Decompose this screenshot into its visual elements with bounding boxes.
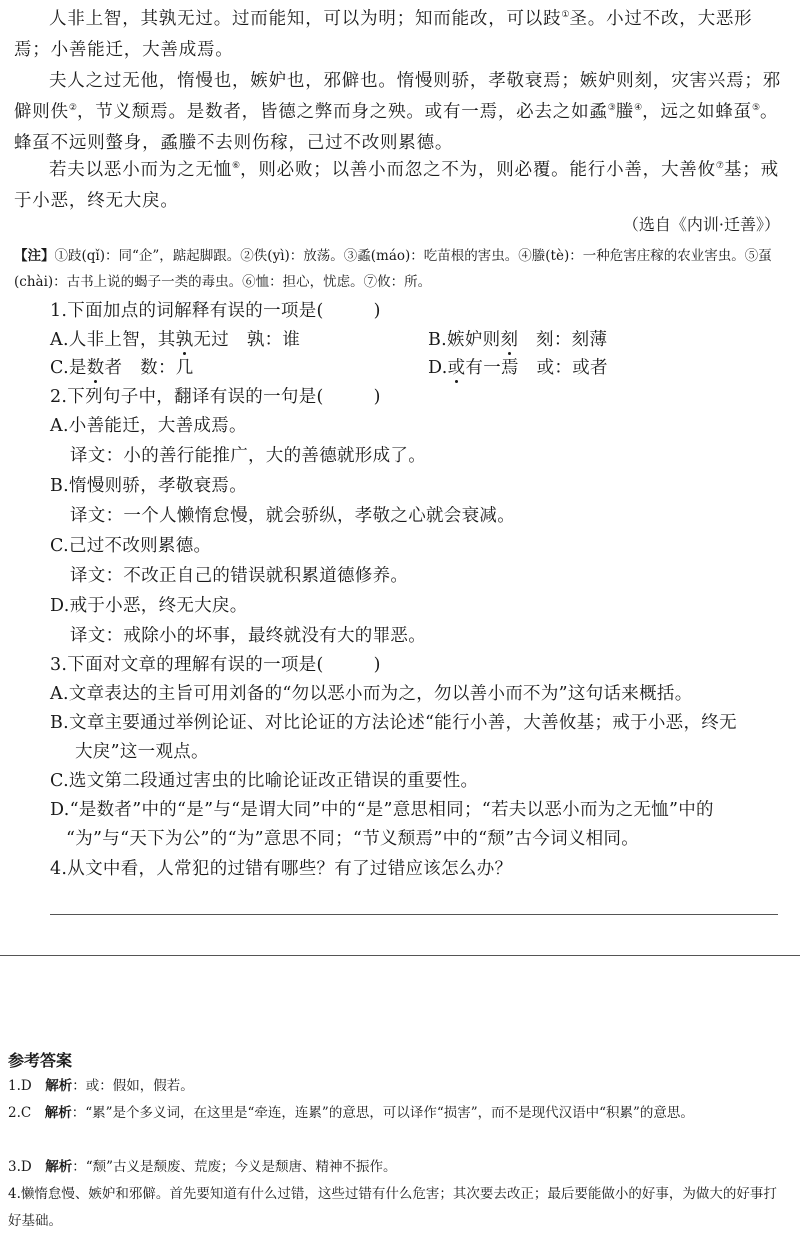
notes-label: 【注】	[14, 248, 55, 264]
passage-paragraph-2: 夫人之过无他，惰慢也，嫉妒也，邪僻也。惰慢则骄，孝敬衰焉；嫉妒则刻，灾害兴焉；邪僻则佚②，节义颓焉。是数者，皆德之弊而身之殃。或有一焉，必去之如蟊③螣④，远之如蜂虿⑤。蜂虿不远则螫身，蟊螣不去则伤稼，己过不改则累德。	[14, 71, 781, 153]
question-2-option-b[interactable]: B.惰慢则骄，孝敬衰焉。	[50, 476, 248, 496]
question-3-option-a[interactable]: A.文章表达的主旨可用刘备的“勿以恶小而为之，勿以善小而不为”这句话来概括。	[50, 684, 693, 704]
footnote-marker-2: ②	[68, 103, 77, 114]
analysis-label: 解析	[45, 1159, 73, 1175]
question-2-translation-d: 译文：戒除小的坏事，最终就没有大的罪恶。	[70, 626, 426, 646]
question-3-option-d-line-2[interactable]: “为”与“天下为公”的“为”意思不同；“节义颓焉”中的“颓”古今词义相同。	[66, 829, 640, 849]
footnote-marker-1: ①	[561, 10, 570, 21]
question-2-translation-c: 译文：不改正自己的错误就积累道德修养。	[70, 566, 409, 586]
question-2-option-c[interactable]: C.己过不改则累德。	[50, 536, 212, 556]
section-divider	[0, 955, 800, 956]
question-2-option-a[interactable]: A.小善能迁，大善成焉。	[50, 416, 247, 436]
question-2-stem: 2.下列句子中，翻译有误的一句是( )	[50, 387, 381, 407]
question-2-translation-a: 译文：小的善行能推广，大的善德就形成了。	[70, 446, 426, 466]
question-3-option-b-line-1[interactable]: B.文章主要通过举例论证、对比论证的方法论述“能行小善，大善攸基；戒于小恶，终无	[50, 713, 737, 733]
analysis-label: 解析	[45, 1078, 73, 1094]
dotted-word: 或	[447, 358, 466, 378]
dotted-word: 刻	[500, 330, 519, 350]
question-4-stem: 4.从文中看，人常犯的过错有哪些？有了过错应该怎么办？	[50, 859, 513, 879]
answer-2: 2.C 解析：“累”是个多义词，在这里是“牵连，连累”的意思，可以译作“损害”，而不是现代汉语中“积累”的意思。	[8, 1105, 694, 1121]
question-2-option-d[interactable]: D.戒于小恶，终无大戾。	[50, 596, 248, 616]
question-2-translation-b: 译文：一个人懒惰怠慢，就会骄纵，孝敬之心就会衰减。	[70, 506, 515, 526]
answer-3: 3.D 解析：“颓”古义是颓废、荒废；今义是颓唐、精神不振作。	[8, 1159, 397, 1175]
question-1-option-c[interactable]: C.是数者 数：几	[50, 358, 194, 378]
question-1-option-a[interactable]: A.人非上智，其孰无过 孰：谁	[50, 330, 301, 350]
annotation-notes	[14, 243, 784, 295]
question-1-option-d[interactable]: D.或有一焉 或：或者	[428, 358, 608, 378]
passage-paragraph-3: 若夫以恶小而为之无恤⑥，则必败；以善小而忽之不为，则必覆。能行小善，大善攸⑦基；戒于小恶，终无大戾。	[14, 160, 779, 211]
question-3-option-b-line-2[interactable]: 大戾”这一观点。	[75, 742, 209, 762]
question-3-stem: 3.下面对文章的理解有误的一项是( )	[50, 655, 381, 675]
question-3-option-c[interactable]: C.选文第二段通过害虫的比喻论证改正错误的重要性。	[50, 771, 479, 791]
footnote-marker-7: ⑦	[715, 161, 724, 172]
analysis-label: 解析	[44, 1105, 72, 1121]
question-1-stem: 1.下面加点的词解释有误的一项是( )	[50, 301, 381, 321]
notes-text: ①跂(qǐ)：同“企”，踮起脚跟。②佚(yì)：放荡。③蟊(máo)：吃苗根的害虫。④螣(tè)：一种危害庄稼的农业害虫。⑤虿(chài)：古书上说的蝎子一类的毒虫。⑥恤：担心，忧虑。⑦攸：所。	[14, 248, 772, 290]
dotted-word: 数	[86, 358, 105, 378]
question-3-option-d-line-1[interactable]: D.“是数者”中的“是”与“是谓大同”中的“是”意思相同；“若夫以恶小而为之无恤”中的	[50, 800, 714, 820]
answer-1: 1.D 解析：或：假如，假若。	[8, 1078, 194, 1094]
footnote-marker-3: ③	[607, 103, 616, 114]
dotted-word: 孰	[175, 330, 194, 350]
passage-source: （选自《内训·迁善》）	[622, 215, 780, 234]
answers-title: 参考答案	[8, 1051, 73, 1070]
answer-writing-line[interactable]	[50, 914, 778, 915]
footnote-marker-6: ⑥	[232, 161, 241, 172]
footnote-marker-5: ⑤	[751, 103, 761, 114]
answer-4: 4.懒惰怠慢、嫉妒和邪僻。首先要知道有什么过错，这些过错有什么危害；其次要去改正；最后要能做小的好事，为做大的好事打好基础。	[8, 1186, 777, 1229]
footnote-marker-4: ④	[634, 103, 643, 114]
passage-paragraph-1: 人非上智，其孰无过。过而能知，可以为明；知而能改，可以跂①圣。小过不改，大恶形焉；小善能迁，大善成焉。	[14, 9, 753, 60]
question-1-option-b[interactable]: B.嫉妒则刻 刻：刻薄	[428, 330, 608, 350]
